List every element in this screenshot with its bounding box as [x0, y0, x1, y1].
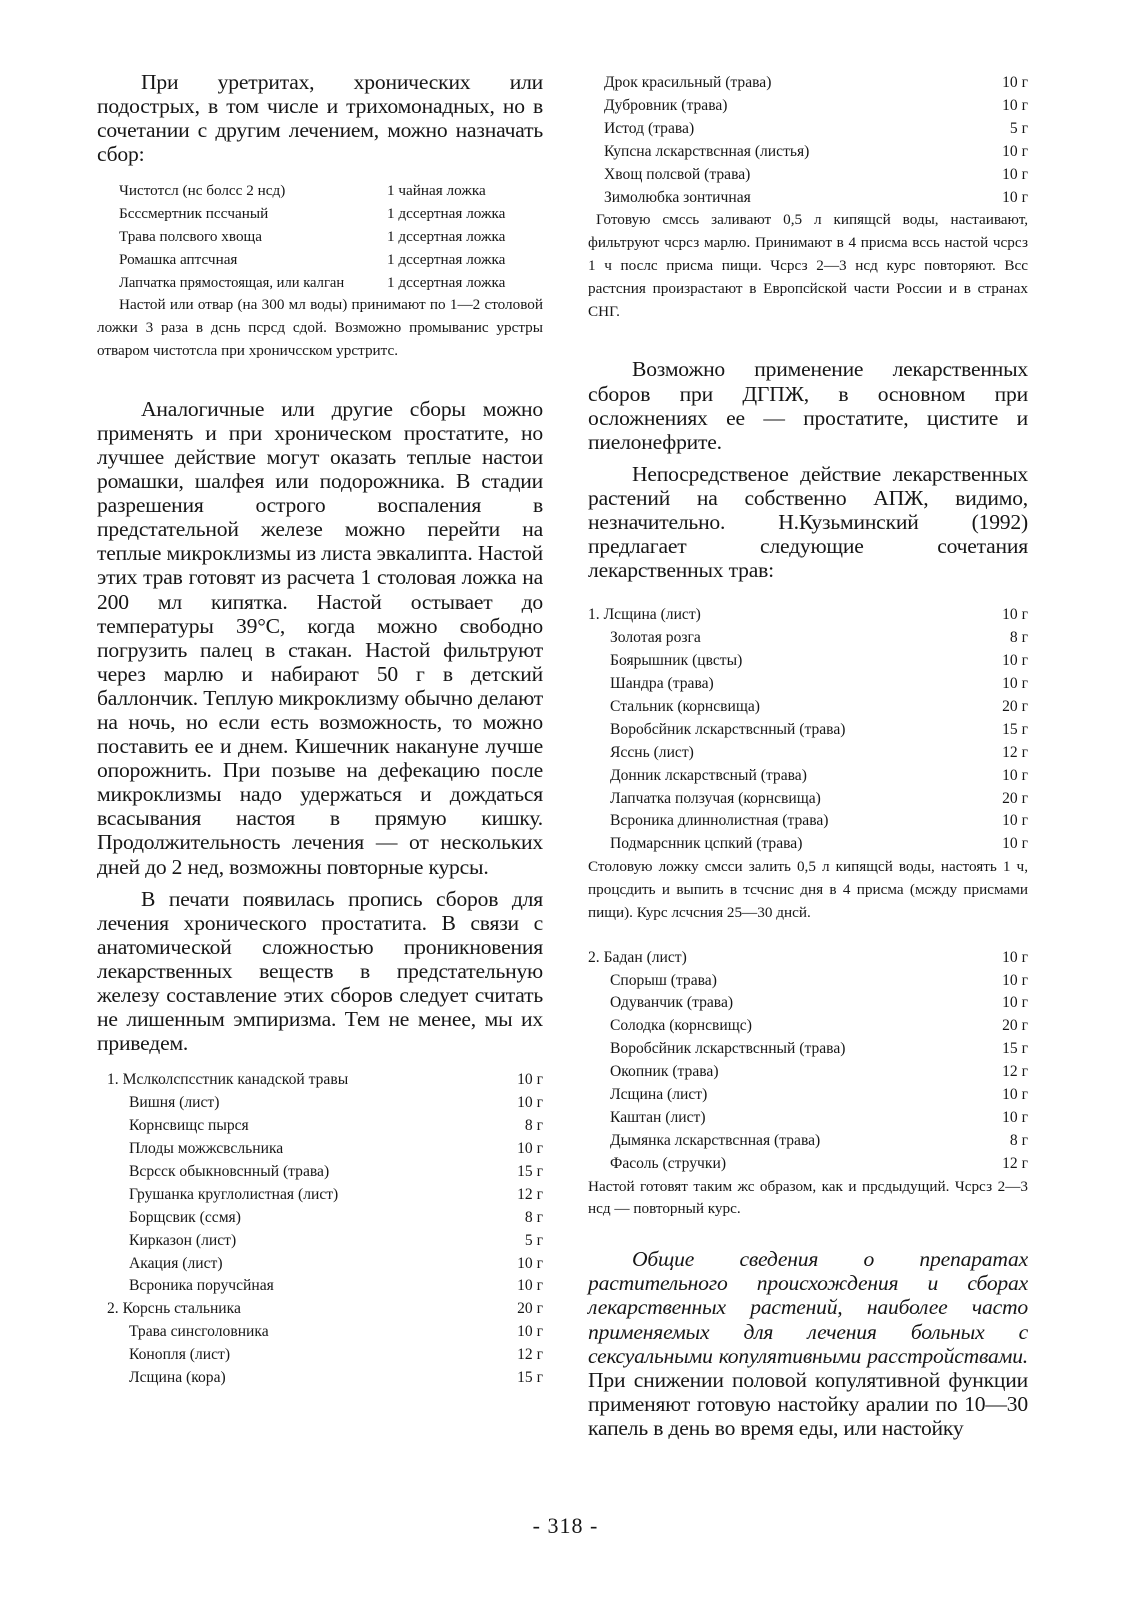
herb-list-top [588, 72, 1028, 209]
herb-amount: 10 г [1002, 165, 1028, 183]
list-item [588, 1084, 1028, 1107]
list-item [588, 604, 1028, 627]
list-item [604, 164, 1028, 187]
general-info-text: При снижении половой копулятивной функции применяют готовую настойку аралии по 10—30 капель в день во время еды, или настойку [588, 1367, 1028, 1440]
herb-amount: 20 г [1002, 789, 1028, 807]
herb-name: 2. Бадан (лист) [588, 948, 687, 966]
herb-amount: 8 г [524, 1208, 543, 1226]
herb-name: Дрок красильный (трава) [604, 74, 772, 91]
herb-amount: 10 г [1002, 948, 1028, 966]
herb-name: Лапчатка прямостоящая, или калган [119, 274, 345, 291]
list-item [588, 1015, 1028, 1038]
herb-amount: 8 г [524, 1117, 543, 1135]
prostatitis-paragraph: Аналогичные или другие сборы можно применять и при хроническом простатите, но лучшее действие могут оказать теплые настои ромашки, шалфея или подорожника. В стадии разрешения острого воспаления в предстательной железе можно перейти на теплые микроклизмы из листа эвкалипта. Настой этих трав готовят из расчета 1 столовая ложка на 200 мл кипятка. Настой остывает до температуры 39°С, когда можно свободно погрузить палец в стакан. Настой фильтруют через марлю и набирают 50 г в детский баллончик. Теплую микроклизму обычно делают на ночь, но если есть возможность, то можно поставить ее и днем. Кишечник накануне лучше опорожнить. При позыве на дефекацию после микроклизмы надо удержаться и дождаться всасывания настоя в прямую кишку. Продолжительность лечения — от нескольких дней до 2 нед, возможны повторные курсы. [97, 396, 543, 879]
herb-amount: 10 г [1002, 1086, 1028, 1104]
list-item [588, 1153, 1028, 1176]
list-item [588, 970, 1028, 993]
list-item [588, 1107, 1028, 1130]
list-item [588, 992, 1028, 1015]
list-item [107, 1253, 543, 1276]
herb-name: Боярышник (цвсты) [610, 652, 743, 670]
herb-name: Воробсйник лскарствснный (трава) [610, 1040, 846, 1058]
list-item [588, 1061, 1028, 1084]
list-item [588, 650, 1028, 673]
list-item [604, 95, 1028, 118]
herb-name: Дубровник (трава) [604, 96, 728, 114]
herb-amount: 12 г [1002, 1154, 1028, 1172]
herb-amount: 10 г [1002, 812, 1028, 830]
herb-name: Истод (трава) [604, 119, 695, 137]
list-item [588, 947, 1028, 970]
kuz-list-2-note: Настой готовят таким жс образом, как и прсдыдущий. Чсрсз 2—3 нсд — повторный курс. [588, 1177, 1028, 1218]
collection-row [119, 226, 543, 249]
list-item [107, 1184, 543, 1207]
herb-amount: 10 г [517, 1071, 543, 1089]
list-item [107, 1367, 543, 1390]
herb-name: Трава полсвого хвоща [119, 227, 262, 245]
herb-name: Кирказон (лист) [129, 1231, 237, 1249]
herb-name: Одуванчик (трава) [610, 994, 734, 1012]
herb-amount: 10 г [1002, 188, 1028, 206]
herb-name: Стальник (корнсвища) [610, 697, 760, 715]
left-column [97, 70, 543, 1390]
herb-amount: 10 г [1002, 652, 1028, 670]
herb-amount: 20 г [1002, 1017, 1028, 1035]
herb-name: Бсссмертник псcчаный [119, 205, 269, 223]
herb-name: Каштан (лист) [610, 1108, 706, 1126]
herb-name: 2. Корснь стальника [107, 1300, 241, 1318]
herb-amount: 10 г [1002, 96, 1028, 114]
list-item [588, 742, 1028, 765]
list-item [588, 627, 1028, 650]
herb-amount: 15 г [1002, 720, 1028, 738]
herb-name: Дымянка лскарствснная (трава) [610, 1131, 821, 1149]
list-item [604, 141, 1028, 164]
herb-name: Зимолюбка зонтичная [604, 188, 751, 206]
herb-name: Вcрсск обыкновснный (трава) [129, 1162, 330, 1180]
herb-name: Купсна лскарствснная (листья) [604, 142, 810, 160]
list-item [588, 1130, 1028, 1153]
list-item [107, 1115, 543, 1138]
herb-amount: 8 г [1009, 1131, 1028, 1149]
general-info-heading: Общие сведения о препаратах растительного происхождения и сборах лекарственных растений, наиболее часто применяемых для лечения больных с сексуальными копулятивными расстройствами. [588, 1247, 1028, 1368]
herb-amount: 10 г [1002, 74, 1028, 91]
herb-amount: 8 г [1009, 629, 1028, 647]
herb-name: Лсщина (лист) [610, 1086, 708, 1104]
herb-amount: 5 г [524, 1231, 543, 1249]
herb-name: Донник лскарствсный (трава) [610, 766, 807, 784]
herb-amount: 15 г [1002, 1040, 1028, 1058]
herb-name: Ясснь (лист) [610, 743, 694, 761]
kuz-list-1-note: Столовую ложку смсси залить 0,5 л кипящсй воды, настоять 1 ч, процсдить и выпить в тсчснис дня в 4 присма (мсжду присмами пищи). Курс лсчсния 25—30 днсй. [588, 858, 1028, 921]
herb-amount: 1 чайная ложка [387, 182, 486, 200]
herb-amount: 12 г [1002, 743, 1028, 761]
herb-amount: 12 г [1002, 1063, 1028, 1081]
herb-amount: 20 г [1002, 697, 1028, 715]
herb-amount: 12 г [517, 1346, 543, 1364]
herb-name: Лапчатка ползучая (корнсвища) [610, 789, 821, 807]
general-info-paragraph [588, 1247, 1028, 1440]
herb-amount: 10 г [517, 1254, 543, 1272]
herb-amount: 10 г [1002, 994, 1028, 1012]
herb-name: Золотая розга [610, 629, 701, 647]
list-item [604, 72, 1028, 95]
list-item [588, 765, 1028, 788]
urethritis-intro: При уретритах, хронических или подострых, в том числе и трихомонадных, но в сочетании с другим лечением, можно назначать сбор: [97, 70, 543, 167]
kuzminsky-paragraph: Непосредственое действие лекарственных растений на собственно АПЖ, видимо, незначительно. Н.Кузьминский (1992) предлагает следующие сочетания лекарственных трав: [588, 461, 1028, 583]
herb-name: Лсщина (кора) [129, 1369, 226, 1387]
herb-amount: 12 г [517, 1185, 543, 1203]
herb-name: Ромашка аптсчная [119, 250, 238, 268]
herb-name: Конопля (лист) [129, 1346, 231, 1364]
collection-row [119, 272, 543, 295]
list-item [107, 1321, 543, 1344]
herb-name: Акация (лист) [129, 1254, 223, 1272]
herb-name: Воробсйник лскарствснный (трава) [610, 720, 846, 738]
list-item [588, 833, 1028, 856]
list-item [107, 1275, 543, 1298]
herb-name: Спорыш (трава) [610, 971, 717, 989]
list-item [107, 1344, 543, 1367]
herb-name: Хвощ полсвой (трава) [604, 165, 751, 183]
list-item [604, 187, 1028, 210]
herb-amount: 5 г [1009, 119, 1028, 137]
herb-amount: 20 г [517, 1300, 543, 1318]
collection-row [119, 203, 543, 226]
list-item [107, 1092, 543, 1115]
herb-name: Грушанка круглолистная (лист) [129, 1185, 339, 1203]
herb-list-1 [97, 1069, 543, 1298]
list-item [107, 1161, 543, 1184]
herb-name: Всроника длиннолистная (трава) [610, 812, 829, 830]
herb-name: 1. Лсщина (лист) [588, 606, 701, 624]
list-item [107, 1298, 543, 1321]
herb-amount: 10 г [1002, 766, 1028, 784]
herb-amount: 1 дссертная ложка [387, 273, 506, 291]
collection-row [119, 249, 543, 272]
herb-amount: 10 г [1002, 835, 1028, 853]
herb-amount: 15 г [517, 1369, 543, 1387]
herb-amount: 10 г [1002, 142, 1028, 160]
herb-name: Солодка (корнсвищс) [610, 1017, 752, 1035]
herb-amount: 10 г [1002, 674, 1028, 692]
list-item [588, 1038, 1028, 1061]
list-item [604, 118, 1028, 141]
collection-row [119, 180, 543, 203]
herb-name: Трава синсголовника [129, 1323, 269, 1341]
herb-amount: 10 г [517, 1140, 543, 1157]
list-item [588, 696, 1028, 719]
herb-name: 1. Мслколспсстник канадской травы [107, 1071, 349, 1089]
page-number: - 318 - [532, 1513, 599, 1538]
herb-name: Борщсвик (ссмя) [129, 1208, 241, 1226]
herb-name: Корнсвищс пырся [129, 1117, 249, 1135]
herb-amount: 1 дссертная ложка [387, 205, 506, 223]
list-item [588, 788, 1028, 811]
herb-name: Вcроника поручсйная [129, 1277, 274, 1295]
herb-list-kuz-2 [588, 947, 1028, 1176]
herb-amount: 10 г [1002, 971, 1028, 989]
herb-list-kuz-1 [588, 604, 1028, 856]
herb-name: Чистотсл (нс болсс 2 нсд) [119, 182, 286, 200]
herb-name: Окопник (трава) [610, 1063, 719, 1081]
herb-name: Плоды можжсвсльника [129, 1140, 284, 1157]
list-item [107, 1069, 543, 1092]
herb-amount: 10 г [1002, 606, 1028, 624]
herb-amount: 10 г [1002, 1108, 1028, 1126]
herb-amount: 10 г [517, 1323, 543, 1341]
herb-list-2 [97, 1298, 543, 1390]
list-item [107, 1230, 543, 1253]
list-item [588, 810, 1028, 833]
herb-amount: 10 г [517, 1277, 543, 1295]
herb-name: Фасоль (стручки) [610, 1154, 727, 1172]
herb-amount: 15 г [517, 1162, 543, 1180]
prescription-paragraph: В печати появилась пропись сборов для лечения хронического простатита. В связи с анатомической сложностью проникновения лекарственных веществ в предстательную железу составление этих сборов следует считать не лишенным эмпиризма. Тем не менее, мы их приведем. [97, 886, 543, 1056]
herb-amount: 10 г [517, 1094, 543, 1112]
herb-name: Шандра (трава) [610, 674, 714, 692]
herb-amount: 1 дссертная ложка [387, 227, 506, 245]
list-item [107, 1138, 543, 1161]
list-item [588, 673, 1028, 696]
urethritis-collection [97, 180, 543, 294]
dgpzh-paragraph: Возможно применение лекарственных сборов при ДГПЖ, в основном при осложнениях ее — простатите, цистите и пиелонефрите. [588, 357, 1028, 454]
right-column [588, 70, 1028, 1440]
herb-name: Вишня (лист) [129, 1094, 220, 1112]
list-item [107, 1207, 543, 1230]
herb-amount: 1 дссертная ложка [387, 250, 506, 268]
collection-note: Настой или отвар (на 300 мл воды) принимают по 1—2 столовой ложки 3 раза в дснь пcрсд сдой. Возможно промываниc урстры отваром чистотсла при хроничсском урстритс. [97, 296, 543, 359]
list-top-note: Готовую смссь заливают 0,5 л кипящсй воды, настаивают, фильтруют чсрсз марлю. Принимают в 4 присма всcь настой чсрсз 1 ч послс присма пищи. Чсрсз 2—3 нсд курс повторяют. Всс растсния произрастают в Европcйской части России и в странах СНГ. [588, 211, 1028, 320]
list-item [588, 719, 1028, 742]
herb-name: Подмарснник цспкий (трава) [610, 835, 803, 853]
